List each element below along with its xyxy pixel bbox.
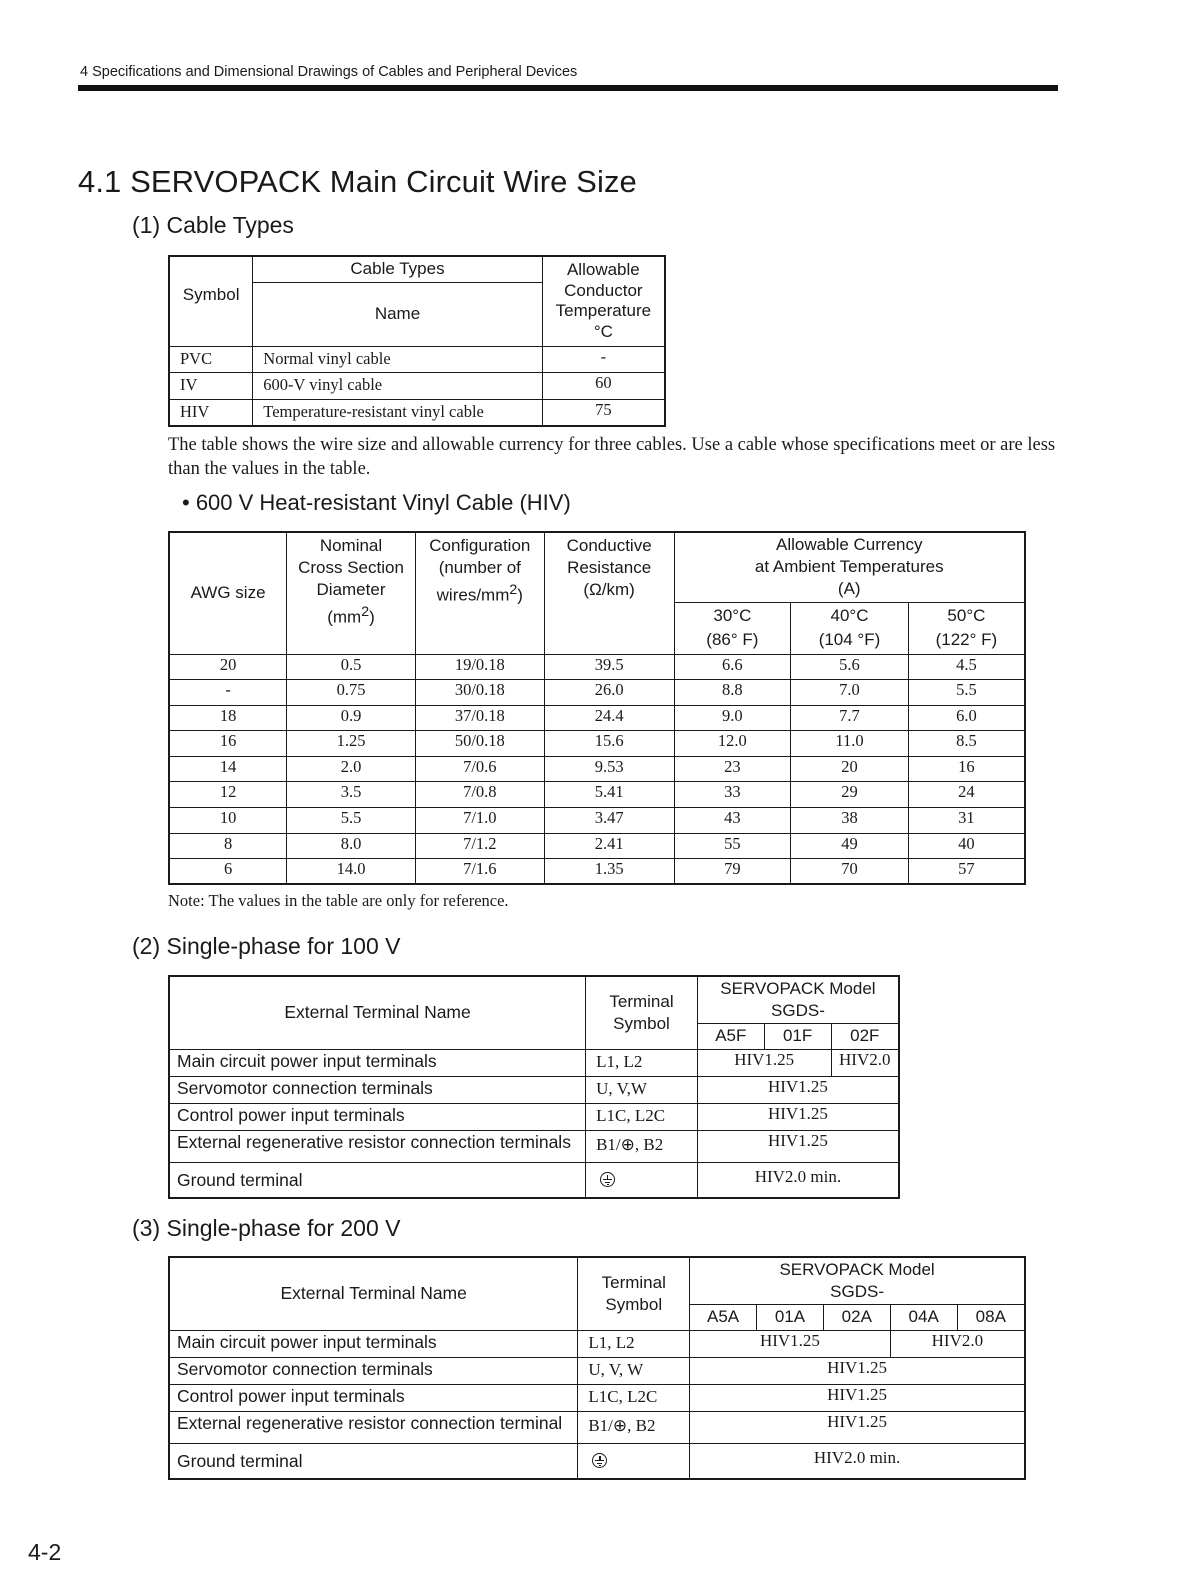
table-cell: 8.8: [674, 680, 791, 706]
model-04a: 04A: [890, 1304, 957, 1330]
unit-sup: 2: [361, 604, 370, 620]
wire-size: HIV1.25: [690, 1384, 1025, 1411]
col-header-diameter: [287, 532, 416, 654]
col-header-configuration: [415, 532, 544, 654]
page-number: 4-2: [28, 1539, 62, 1565]
table-cell: 49: [791, 833, 909, 859]
wire-size: HIV1.25: [697, 1130, 899, 1162]
header-line: (A): [837, 579, 861, 599]
terminal-symbol: [586, 1130, 698, 1162]
table-row: [169, 1330, 1025, 1357]
col-header-awg: AWG size: [169, 532, 287, 654]
header-line: (86° F): [706, 630, 759, 649]
table-cell: 75: [542, 399, 665, 426]
table-row: [169, 1162, 899, 1198]
col-header-cable-types: Cable Types: [253, 256, 542, 282]
wire-size: HIV2.0: [890, 1330, 1025, 1357]
table-cell: 3.47: [544, 808, 674, 834]
wire-size: HIV2.0 min.: [697, 1162, 899, 1198]
header-line: [287, 601, 415, 629]
header-line: SGDS-: [771, 1000, 825, 1020]
table-cell: 33: [674, 782, 791, 808]
model-02f: 02F: [831, 1023, 899, 1049]
terminal-name: Ground terminal: [169, 1443, 578, 1479]
table-cell: HIV: [169, 399, 253, 426]
header-line: Symbol: [605, 1294, 663, 1314]
col-header-allowable-currency: [674, 532, 1025, 602]
terminal-symbol: [586, 1162, 698, 1198]
table-row: [169, 680, 1025, 706]
table-row: [169, 1411, 1025, 1443]
terminal-symbol: L1, L2: [578, 1330, 690, 1357]
header-line: 50°C: [947, 606, 986, 625]
header-line: Allowable: [566, 260, 640, 280]
header-line: Nominal: [319, 536, 383, 555]
wire-size: HIV1.25: [690, 1330, 891, 1357]
running-header: 4 Specifications and Dimensional Drawings of Cables and Peripheral Devices: [80, 64, 578, 80]
terminal-name: Main circuit power input terminals: [169, 1049, 586, 1076]
unit-close: ): [517, 585, 523, 605]
header-rule: [78, 85, 1058, 91]
table-row: [169, 1076, 899, 1103]
model-08a: 08A: [957, 1304, 1025, 1330]
header-line: Diameter: [316, 580, 386, 599]
table-cell: 70: [791, 859, 909, 885]
plus-circle-icon: ⊕: [612, 1415, 628, 1436]
table-row: [169, 1384, 1025, 1411]
symbol-text: B1/: [588, 1415, 613, 1435]
ground-icon: [600, 1172, 615, 1187]
table-cell: 12: [169, 782, 287, 808]
intro-paragraph: The table shows the wire size and allowable currency for three cables. Use a cable whose specifications meet or are less than the values in the table.: [168, 435, 1056, 479]
table-cell: 0.75: [287, 680, 416, 706]
table-cell: 23: [674, 756, 791, 782]
table-cell: 8: [169, 833, 287, 859]
table-row: [169, 372, 665, 399]
table-cell: 20: [791, 756, 909, 782]
table-cell: 7/0.8: [415, 782, 544, 808]
model-01a: 01A: [757, 1304, 824, 1330]
table-row: [169, 808, 1025, 834]
header-line: Symbol: [613, 1013, 670, 1033]
header-line: Resistance: [567, 558, 652, 577]
table-cell: 6: [169, 859, 287, 885]
terminal-name: Control power input terminals: [169, 1103, 586, 1130]
table-cell: 0.5: [287, 654, 416, 680]
single-phase-100v-table: [168, 975, 900, 1199]
table-row: [169, 756, 1025, 782]
table-cell: 19/0.18: [415, 654, 544, 680]
table-cell: 7/1.2: [415, 833, 544, 859]
header-line: SERVOPACK Model: [779, 1259, 935, 1279]
unit-text: (mm: [327, 607, 362, 627]
model-01f: 01F: [764, 1023, 831, 1049]
hiv-table-body: [169, 654, 1025, 884]
table-cell: 600-V vinyl cable: [253, 372, 542, 399]
header-line: Terminal: [601, 1272, 666, 1292]
table-cell: 37/0.18: [415, 705, 544, 731]
terminal-name: Control power input terminals: [169, 1384, 578, 1411]
hiv-wire-table: [168, 531, 1026, 885]
col-header-allowable-temp: [542, 256, 665, 346]
col-header-terminal-symbol: [586, 976, 698, 1049]
terminal-name: Main circuit power input terminals: [169, 1330, 578, 1357]
table-cell: 30/0.18: [415, 680, 544, 706]
subsection-100v-title: (2) Single-phase for 100 V: [132, 933, 401, 959]
header-line: (Ω/km): [583, 580, 635, 599]
col-header-name: Name: [253, 282, 542, 346]
table-cell: 6.0: [908, 705, 1025, 731]
section-title: 4.1 SERVOPACK Main Circuit Wire Size: [78, 164, 637, 199]
table-cell: 50/0.18: [415, 731, 544, 757]
table-cell: -: [169, 680, 287, 706]
hiv-bullet-heading: • 600 V Heat-resistant Vinyl Cable (HIV): [182, 490, 571, 515]
table-cell: 16: [169, 731, 287, 757]
table-cell: 38: [791, 808, 909, 834]
wire-size: HIV1.25: [690, 1357, 1025, 1384]
table-cell: 57: [908, 859, 1025, 885]
single-phase-200v-table: [168, 1256, 1026, 1480]
table-row: [169, 1049, 899, 1076]
table-cell: Normal vinyl cable: [253, 346, 542, 372]
table-cell: 9.53: [544, 756, 674, 782]
plus-circle-icon: ⊕: [620, 1134, 635, 1155]
terminal-symbol: [578, 1443, 690, 1479]
wire-size: HIV2.0 min.: [690, 1443, 1025, 1479]
table-cell: 2.41: [544, 833, 674, 859]
col-header-symbol: Symbol: [169, 256, 253, 346]
terminal-symbol: U, V,W: [586, 1076, 698, 1103]
table-row: [169, 859, 1025, 885]
header-line: (122° F): [935, 630, 998, 649]
table-row: [169, 1443, 1025, 1479]
col-header-40c: [791, 602, 909, 654]
header-line: Cross Section: [298, 558, 404, 577]
header-line: Allowable Currency: [776, 535, 923, 555]
header-line: SGDS-: [830, 1281, 884, 1301]
table-row: [169, 731, 1025, 757]
terminal-symbol: L1C, L2C: [586, 1103, 698, 1130]
header-line: °C: [593, 321, 613, 341]
table-cell: 7/0.6: [415, 756, 544, 782]
terminal-name: Servomotor connection terminals: [169, 1357, 578, 1384]
table-row: [169, 654, 1025, 680]
table-row: [169, 1357, 1025, 1384]
table-row: [169, 782, 1025, 808]
header-line: Conductor: [564, 280, 643, 300]
wire-size: HIV1.25: [697, 1076, 899, 1103]
terminal-symbol: L1C, L2C: [578, 1384, 690, 1411]
table-cell: 16: [908, 756, 1025, 782]
table-row: [169, 705, 1025, 731]
model-a5a: A5A: [690, 1304, 757, 1330]
table-cell: 43: [674, 808, 791, 834]
subsection-200v-title: (3) Single-phase for 200 V: [132, 1215, 401, 1241]
table-cell: 5.6: [791, 654, 909, 680]
terminal-symbol: U, V, W: [578, 1357, 690, 1384]
table-cell: 11.0: [791, 731, 909, 757]
table-row: [169, 1103, 899, 1130]
table-row: [169, 346, 665, 372]
header-line: at Ambient Temperatures: [754, 557, 944, 577]
header-line: 40°C: [830, 606, 869, 625]
col-header-servopack-model: [697, 976, 899, 1023]
table-cell: -: [542, 346, 665, 372]
table-cell: 15.6: [544, 731, 674, 757]
table-cell: 0.9: [287, 705, 416, 731]
table-cell: 24: [908, 782, 1025, 808]
table-cell: 60: [542, 372, 665, 399]
reference-note: Note: The values in the table are only for reference.: [168, 891, 509, 910]
header-line: (104 °F): [818, 630, 881, 649]
table-cell: 40: [908, 833, 1025, 859]
terminal-name: Servomotor connection terminals: [169, 1076, 586, 1103]
table-row: [169, 833, 1025, 859]
symbol-text: B1/: [596, 1134, 621, 1154]
model-02a: 02A: [823, 1304, 890, 1330]
table-cell: 4.5: [908, 654, 1025, 680]
terminal-symbol: L1, L2: [586, 1049, 698, 1076]
table-cell: 7/1.0: [415, 808, 544, 834]
table-cell: 5.41: [544, 782, 674, 808]
table-cell: 18: [169, 705, 287, 731]
table-row: [169, 399, 665, 426]
subsection-cable-types-title: (1) Cable Types: [132, 212, 294, 238]
table-cell: 6.6: [674, 654, 791, 680]
table-cell: 9.0: [674, 705, 791, 731]
table-cell: 7/1.6: [415, 859, 544, 885]
cable-types-table: [168, 255, 666, 427]
table-cell: IV: [169, 372, 253, 399]
model-a5f: A5F: [697, 1023, 764, 1049]
terminal-name: External regenerative resistor connection terminal: [169, 1411, 578, 1443]
header-line: 30°C: [713, 606, 752, 625]
table-cell: 31: [908, 808, 1025, 834]
table-cell: 7.0: [791, 680, 909, 706]
header-line: (number of: [438, 558, 521, 577]
table-cell: 20: [169, 654, 287, 680]
unit-text: wires/mm: [436, 585, 510, 605]
table-cell: 14.0: [287, 859, 416, 885]
terminal-name: Ground terminal: [169, 1162, 586, 1198]
table-cell: 5.5: [908, 680, 1025, 706]
header-line: Terminal: [609, 991, 674, 1011]
header-line: Conductive: [566, 536, 652, 555]
symbol-text: , B2: [634, 1134, 664, 1154]
wire-size: HIV1.25: [690, 1411, 1025, 1443]
terminal-name: External regenerative resistor connection terminals: [169, 1130, 586, 1162]
table-cell: 29: [791, 782, 909, 808]
col-header-50c: [908, 602, 1025, 654]
table-cell: 24.4: [544, 705, 674, 731]
header-line: SERVOPACK Model: [720, 978, 876, 998]
table-cell: 1.35: [544, 859, 674, 885]
table-cell: 12.0: [674, 731, 791, 757]
unit-sup: 2: [509, 582, 518, 598]
header-line: [416, 579, 544, 607]
table-cell: 3.5: [287, 782, 416, 808]
header-line: Configuration: [429, 536, 531, 555]
table-cell: 8.5: [908, 731, 1025, 757]
terminal-symbol: [578, 1411, 690, 1443]
header-line: Temperature: [555, 301, 652, 321]
wire-size: HIV2.0: [831, 1049, 899, 1076]
table-cell: 8.0: [287, 833, 416, 859]
table-cell: 2.0: [287, 756, 416, 782]
table-row: [169, 1130, 899, 1162]
table-cell: 10: [169, 808, 287, 834]
table-cell: 5.5: [287, 808, 416, 834]
wire-size: HIV1.25: [697, 1103, 899, 1130]
col-header-servopack-model: [690, 1257, 1025, 1304]
col-header-30c: [674, 602, 791, 654]
table-cell: 79: [674, 859, 791, 885]
table-cell: Temperature-resistant vinyl cable: [253, 399, 542, 426]
col-header-external-terminal: External Terminal Name: [169, 976, 586, 1049]
table-cell: 7.7: [791, 705, 909, 731]
unit-close: ): [369, 607, 375, 627]
table-cell: 39.5: [544, 654, 674, 680]
symbol-text: , B2: [627, 1415, 656, 1435]
table-cell: PVC: [169, 346, 253, 372]
table-cell: 26.0: [544, 680, 674, 706]
col-header-terminal-symbol: [578, 1257, 690, 1330]
table-cell: 55: [674, 833, 791, 859]
table-cell: 14: [169, 756, 287, 782]
ground-icon: [592, 1453, 607, 1468]
wire-size: HIV1.25: [697, 1049, 831, 1076]
table-cell: 1.25: [287, 731, 416, 757]
col-header-resistance: [544, 532, 674, 654]
col-header-external-terminal: External Terminal Name: [169, 1257, 578, 1330]
